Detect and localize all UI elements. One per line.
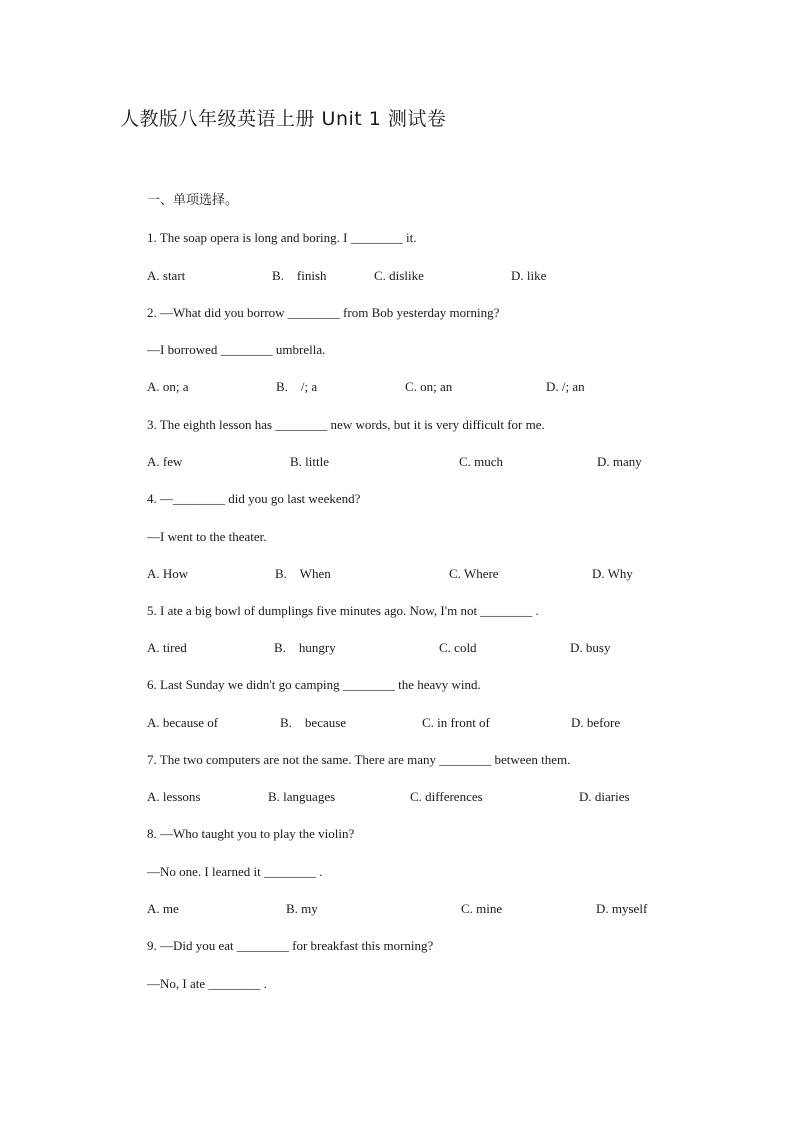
option-c[interactable]: C. much	[459, 454, 504, 469]
option-c[interactable]: C. in front of	[422, 715, 490, 730]
question-6: 6. Last Sunday we didn't go camping ________ the heavy wind.	[147, 677, 481, 692]
answer-line-q8: —No one. I learned it ________ .	[147, 864, 323, 879]
option-a[interactable]: A. me	[147, 901, 179, 916]
answer-line-q4: —I went to the theater.	[147, 529, 267, 544]
option-a[interactable]: A. How	[147, 566, 189, 581]
option-d[interactable]: D. /; an	[546, 379, 585, 394]
option-a[interactable]: A. because of	[147, 715, 219, 730]
option-b[interactable]: B. languages	[268, 789, 336, 804]
option-d[interactable]: D. diaries	[579, 789, 630, 804]
option-d[interactable]: D. busy	[570, 640, 611, 655]
question-9: 9. —Did you eat ________ for breakfast this morning?	[147, 938, 434, 953]
option-d[interactable]: D. Why	[592, 566, 633, 581]
option-b[interactable]: B. finish	[272, 268, 327, 283]
question-3: 3. The eighth lesson has ________ new words, but it is very difficult for me.	[147, 417, 545, 432]
option-b[interactable]: B. /; a	[276, 379, 318, 394]
option-a[interactable]: A. lessons	[147, 789, 201, 804]
option-c[interactable]: C. differences	[410, 789, 483, 804]
question-8: 8. —Who taught you to play the violin?	[147, 826, 355, 841]
option-b[interactable]: B. little	[290, 454, 329, 469]
option-c[interactable]: C. dislike	[374, 268, 424, 283]
option-c[interactable]: C. mine	[461, 901, 503, 916]
option-a[interactable]: A. tired	[147, 640, 187, 655]
option-c[interactable]: C. on; an	[405, 379, 453, 394]
option-b[interactable]: B. because	[280, 715, 347, 730]
question-5: 5. I ate a big bowl of dumplings five minutes ago. Now, I'm not ________ .	[147, 603, 539, 618]
answer-line-q2: —I borrowed ________ umbrella.	[147, 342, 326, 357]
question-7: 7. The two computers are not the same. There are many ________ between them.	[147, 752, 571, 767]
option-b[interactable]: B. hungry	[274, 640, 336, 655]
section-heading: 一、单项选择。	[147, 193, 239, 208]
option-d[interactable]: D. myself	[596, 901, 648, 916]
option-d[interactable]: D. many	[597, 454, 642, 469]
option-b[interactable]: B. my	[286, 901, 318, 916]
option-d[interactable]: D. like	[511, 268, 547, 283]
option-c[interactable]: C. Where	[449, 566, 499, 581]
option-a[interactable]: A. start	[147, 268, 186, 283]
question-1: 1. The soap opera is long and boring. I ________ it.	[147, 230, 417, 245]
option-d[interactable]: D. before	[571, 715, 621, 730]
option-b[interactable]: B. When	[275, 566, 331, 581]
option-a[interactable]: A. on; a	[147, 379, 189, 394]
answer-line-q9: —No, I ate ________ .	[147, 976, 267, 991]
question-2: 2. —What did you borrow ________ from Bob yesterday morning?	[147, 305, 500, 320]
question-4: 4. —________ did you go last weekend?	[147, 491, 361, 506]
page-title: 人教版八年级英语上册 Unit 1 测试卷	[120, 108, 447, 130]
option-a[interactable]: A. few	[147, 454, 183, 469]
option-c[interactable]: C. cold	[439, 640, 477, 655]
